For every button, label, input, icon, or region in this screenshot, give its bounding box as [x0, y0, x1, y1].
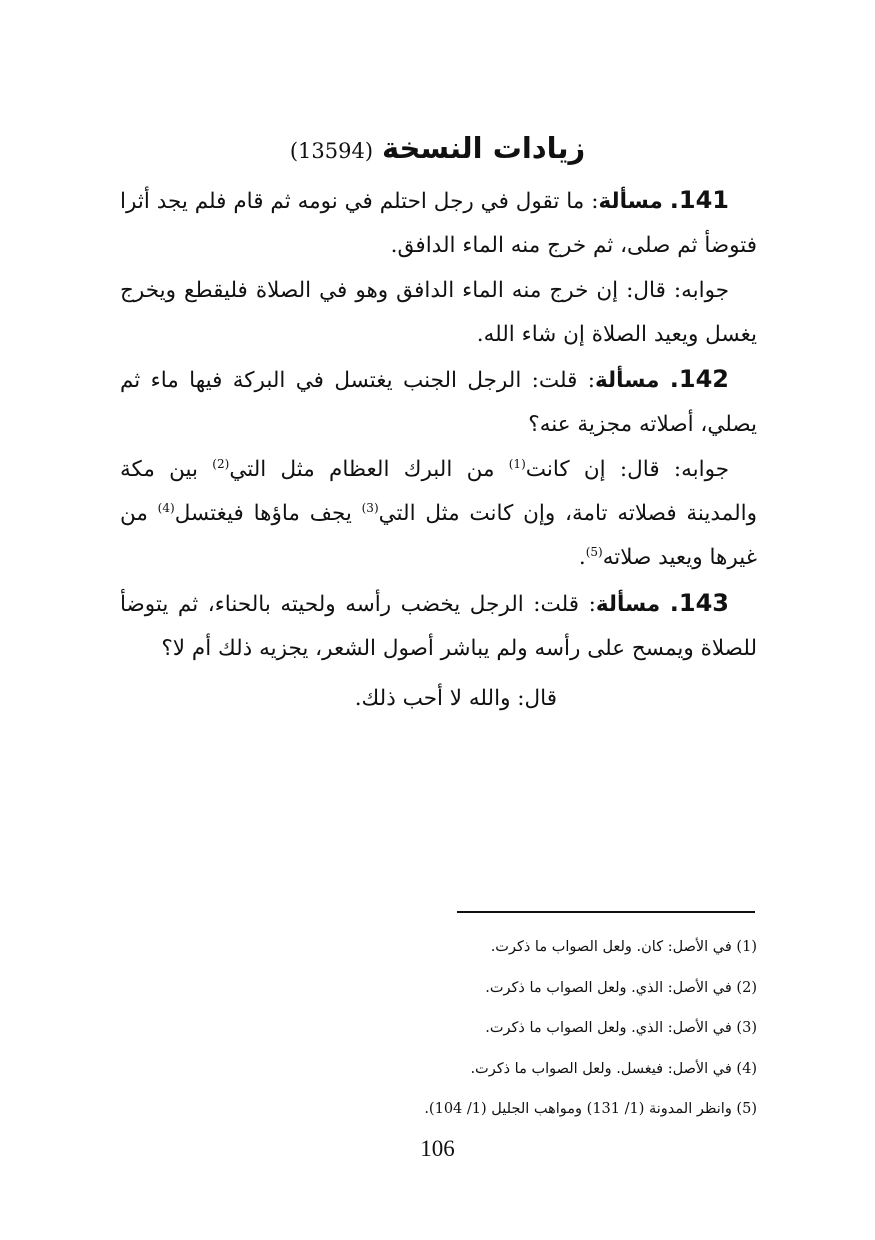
footnote-separator: [457, 911, 755, 913]
answer-text: بين مكة والمدينة فصلاته تامة، وإن كانت مثل التي: [120, 456, 758, 527]
footnote-item: (3) في الأصل: الذي. ولعل الصواب ما ذكرت.: [485, 1020, 757, 1037]
footnote-marker[interactable]: (5): [585, 545, 603, 560]
question-141: [120, 178, 757, 269]
section-title: زيادات النسخة: [381, 131, 586, 165]
answer-text: يجف ماؤها فيغتسل: [174, 501, 362, 527]
question-label: مسألة: [595, 368, 660, 394]
question-text: : قلت: الرجل يخضب رأسه ولحيته بالحناء، ثم يتوضأ للصلاة ويمسح على رأسه ولم يباشر أصول الشعر، يجزيه ذلك أم لا؟: [120, 591, 757, 661]
footnotes: [120, 927, 757, 1130]
question-label: مسألة: [595, 591, 661, 617]
question-number: 141.: [669, 186, 729, 214]
answer-141: جوابه: قال: إن خرج منه الماء الدافق وهو في الصلاة فليقطع ويخرج يغسل ويعيد الصلاة إن شاء الله.: [120, 277, 757, 347]
question-143: [120, 581, 757, 672]
footnote-marker[interactable]: (1): [508, 456, 526, 471]
question-142: [120, 357, 757, 448]
question-text: : ما تقول في رجل احتلم في نومه ثم قام فلم يجد أثرا فتوضأ ثم صلى، ثم خرج منه الماء الدافق.: [120, 189, 757, 259]
footnote-marker[interactable]: (2): [212, 456, 230, 471]
manuscript-reference: (13594): [289, 139, 374, 163]
footnote-item: (5) وانظر المدونة (1/ 131) ومواهب الجليل (1/ 104).: [424, 1101, 757, 1118]
footnote-marker[interactable]: (4): [157, 500, 175, 515]
footnote-item: (4) في الأصل: فيغسل. ولعل الصواب ما ذكرت.: [470, 1060, 757, 1077]
page-number: 106: [420, 1136, 455, 1161]
answer-text: من غيرها ويعيد صلاته: [120, 501, 757, 571]
question-number: 142.: [669, 365, 729, 394]
footnote-item: (2) في الأصل: الذي. ولعل الصواب ما ذكرت.: [485, 979, 757, 996]
answer-142: [120, 448, 757, 581]
question-text: : قلت: الرجل الجنب يغتسل في البركة فيها ماء ثم يصلي، أصلاته مجزية عنه؟: [120, 368, 757, 438]
answer-text: من البرك العظام مثل التي: [229, 456, 509, 482]
section-heading: [0, 128, 875, 171]
answer-text: جوابه: قال: إن كانت: [525, 456, 730, 482]
main-text: [120, 178, 757, 722]
footnote-item: (1) في الأصل: كان. ولعل الصواب ما ذكرت.: [490, 939, 757, 955]
footnote-marker[interactable]: (3): [361, 500, 379, 515]
question-number: 143.: [669, 588, 729, 617]
answer-text: .: [578, 545, 586, 571]
answer-143: قال: والله لا أحب ذلك.: [354, 686, 557, 712]
question-label: مسألة: [598, 189, 663, 214]
